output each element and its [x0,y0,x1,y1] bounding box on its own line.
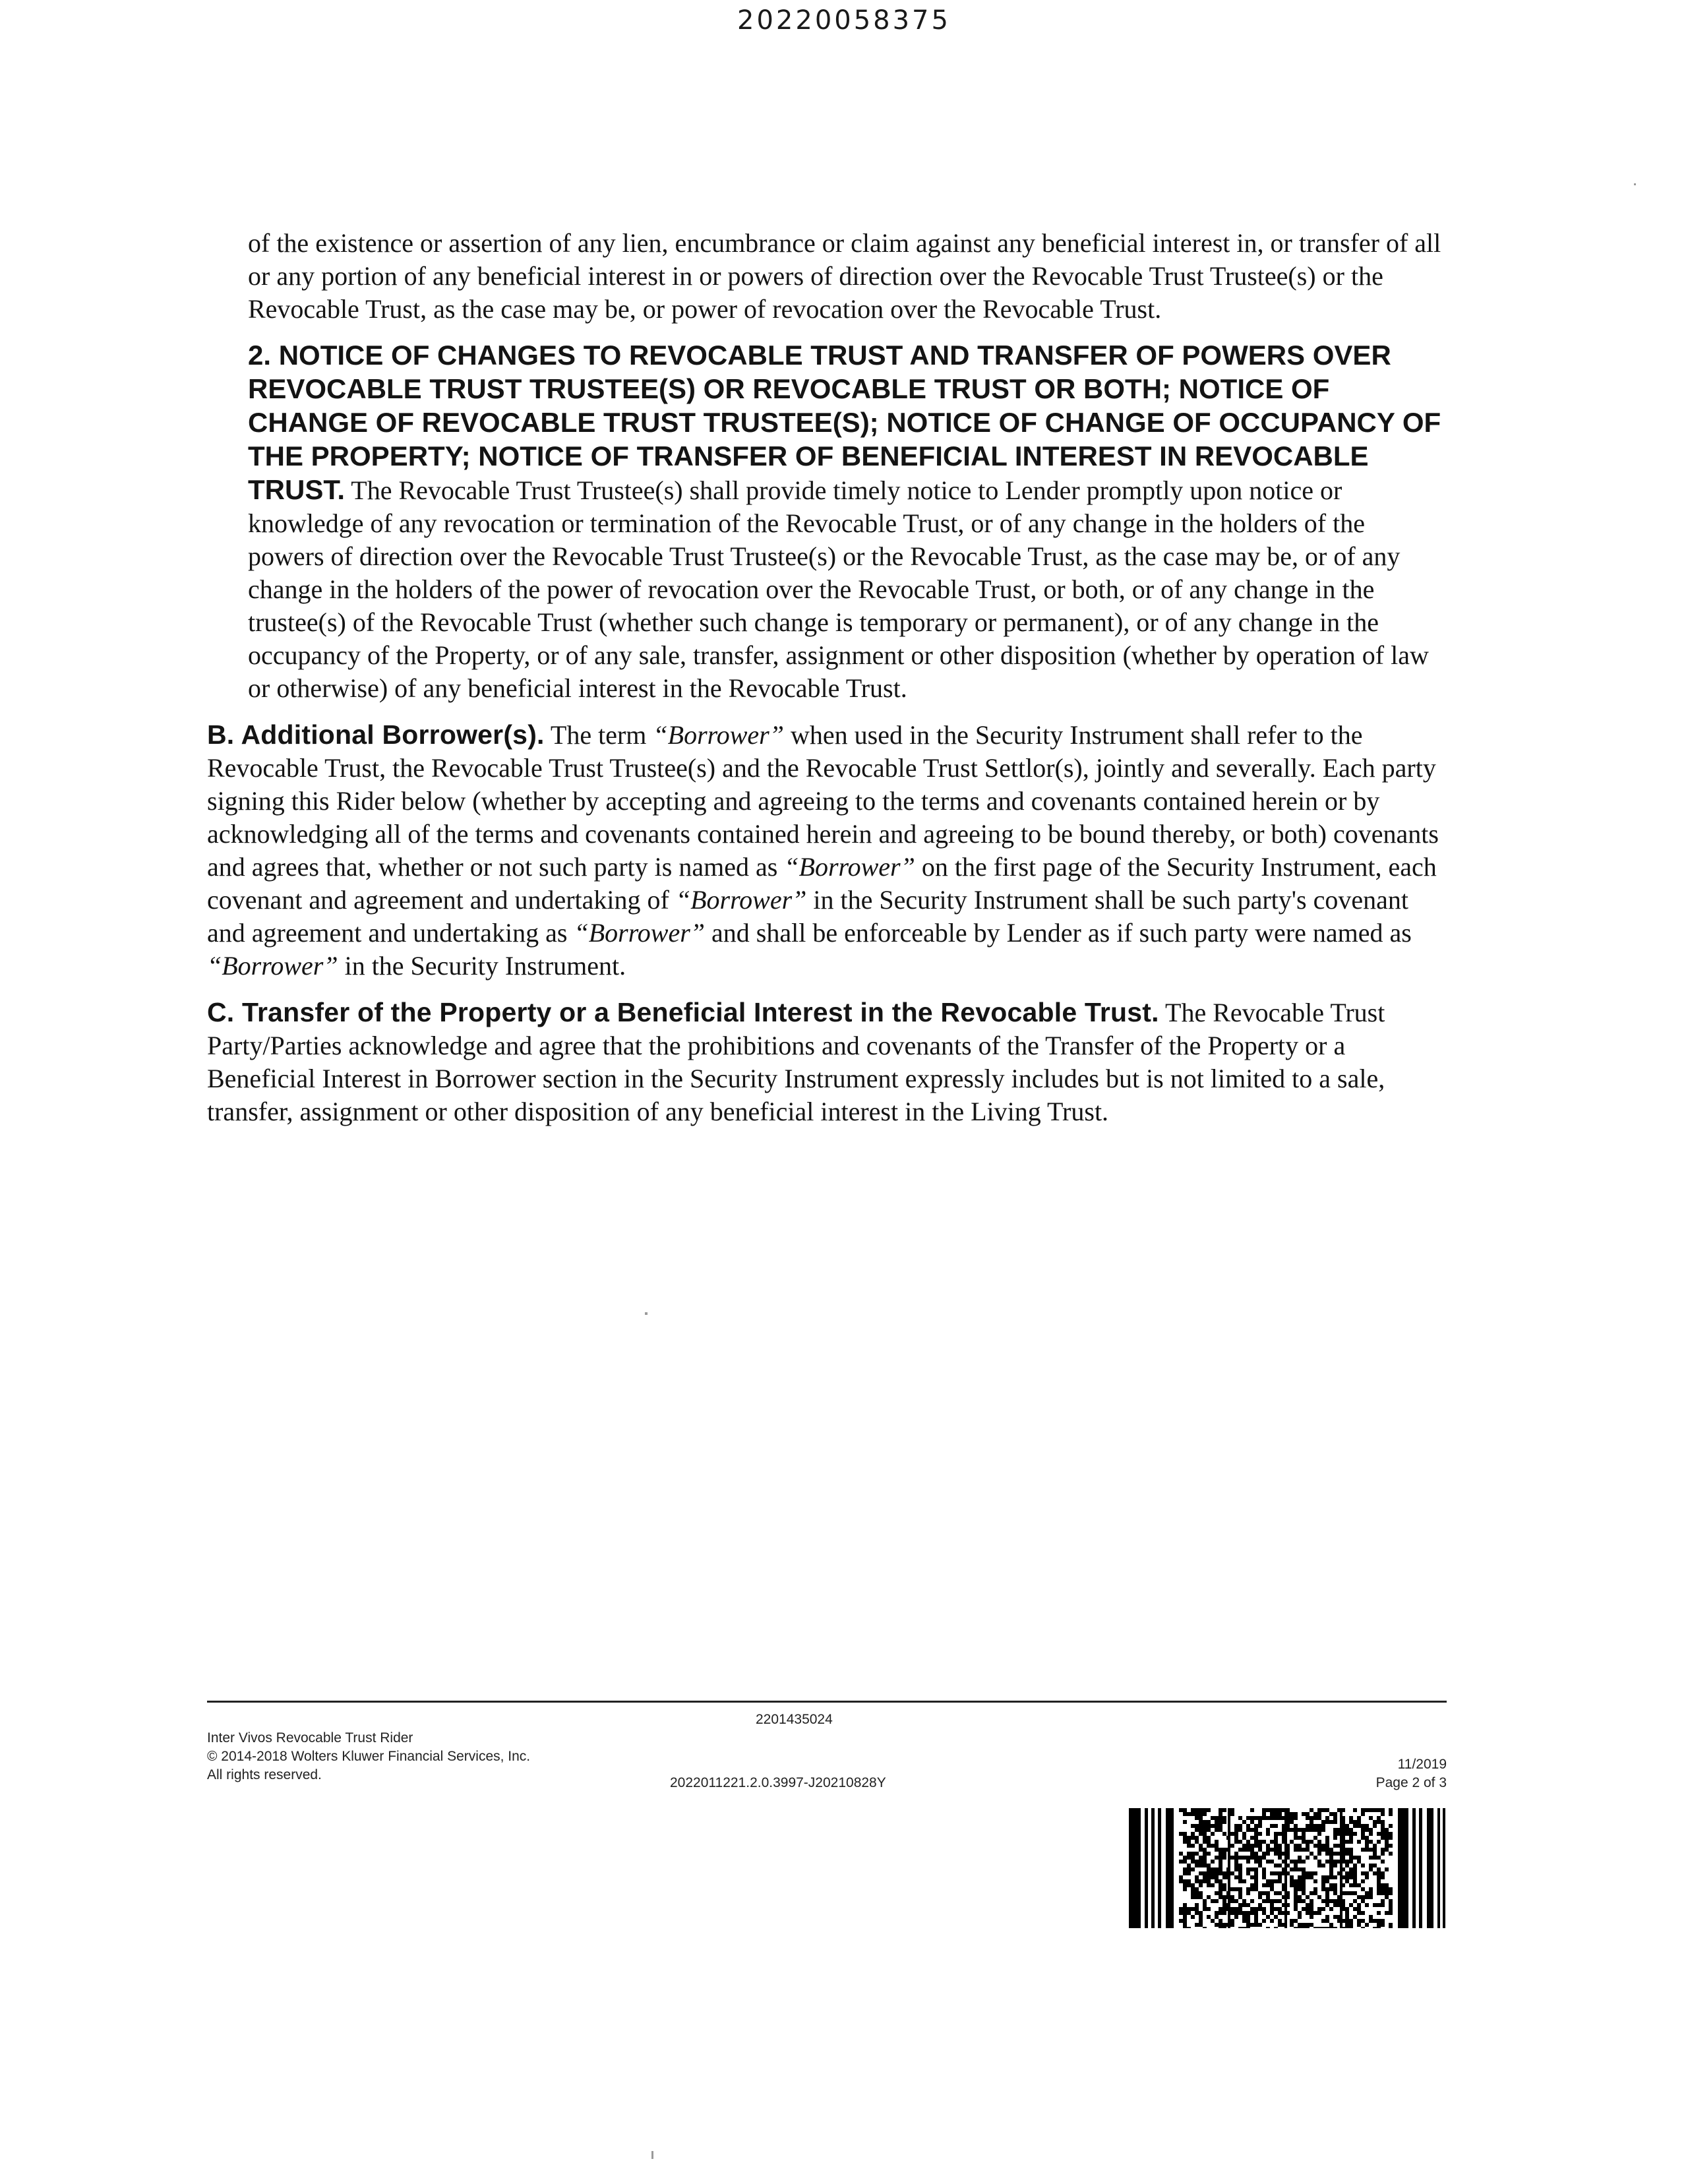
section-2-paragraph [207,339,1447,705]
section-c-text: The Revocable Trust Party/Parties acknowledge and agree that the prohibitions and covenants of the Transfer of the Property or a Beneficial Interest in Borrower section in the Security Instrument expressly includes but is not limited to a sale, transfer, assignment or other disposition of any beneficial interest in the Living Trust. [207,998,1385,1126]
document-code: 2022011221.2.0.3997-J20210828Y [670,1775,886,1790]
section-b-text: The term [544,720,653,750]
footer-page-info [1315,1755,1447,1792]
section-b-text: in the Security Instrument shall be such party's covenant and agreement and undertaking as [207,885,1408,948]
footer-divider [207,1701,1447,1703]
scan-speck [645,1312,648,1315]
section-b-heading: B. Additional Borrower(s). [207,719,545,750]
section-b-text: on the first page of the Security Instrument, each covenant and agreement and undertaking of [207,852,1437,915]
scan-speck [1634,183,1636,185]
borrower-term: “Borrower” [207,951,338,981]
footer-form-info [207,1729,530,1784]
section-c-paragraph [207,996,1447,1128]
section-b-text: when used in the Security Instrument shall refer to the Revocable Trust, the Revocable Trust Trustee(s) and the Revocable Trust Settlor(s), jointly and severally. Each party signing this Rider below (whether by accepting and agreeing to the terms and covenants contained herein or by acknowledging all of the terms and covenants contained herein and agreeing to be bound thereby, or both) covenants and agrees that, whether or not such party is named as [207,720,1439,882]
borrower-term: “Borrower” [574,918,706,948]
section-2-heading: 2. NOTICE OF CHANGES TO REVOCABLE TRUST AND TRANSFER OF POWERS OVER REVOCABLE TRUST TRUSTEE(S) OR REVOCABLE TRUST OR BOTH; NOTICE OF CHANGE OF REVOCABLE TRUST TRUSTEE(S); NOTICE OF CHANGE OF OCCUPANCY OF THE PROPERTY; NOTICE OF TRANSFER OF BENEFICIAL INTEREST IN REVOCABLE TRUST. [248,340,1441,505]
copyright: © 2014-2018 Wolters Kluwer Financial Services, Inc. [207,1749,531,1764]
form-date: 11/2019 [1397,1757,1447,1772]
recording-number: 20220058375 [737,5,951,36]
scan-speck [651,2151,653,2159]
page-indicator: Page 2 of 3 [1375,1775,1447,1790]
section-b-text: and shall be enforceable by Lender as if such party were named as [705,918,1412,948]
section-2-text: The Revocable Trust Trustee(s) shall provide timely notice to Lender promptly upon notice or knowledge of any revocation or termination of the Revocable Trust, or of any change in the holders of the powers of direction over the Revocable Trust Trustee(s) or the Revocable Trust, as the case may be, or of any change in the holders of the power of revocation over the Revocable Trust, or both, or of any change in the trustee(s) of the Revocable Trust (whether such change is temporary or permanent), or of any change in the occupancy of the Property, or of any sale, transfer, assignment or other disposition (whether by operation of law or otherwise) of any beneficial interest in the Revocable Trust. [248,475,1429,703]
continuation-paragraph: of the existence or assertion of any lien, encumbrance or claim against any beneficial interest in, or transfer of all or any portion of any beneficial interest in or powers of direction over the Revocable Trust Trustee(s) or the Revocable Trust, as the case may be, or power of revocation over the Revocable Trust. [248,228,1441,324]
section-c-heading: C. Transfer of the Property or a Beneficial Interest in the Revocable Trust. [207,997,1159,1027]
borrower-term: “Borrower” [675,885,807,915]
borrower-term: “Borrower” [784,852,915,882]
rights-reserved: All rights reserved. [207,1767,322,1782]
loan-number: 2201435024 [756,1712,833,1727]
section-b-paragraph [207,718,1447,983]
pdf417-barcode-icon [1129,1808,1447,1928]
borrower-term: “Borrower” [653,720,784,750]
rider-body [207,227,1447,1141]
form-title: Inter Vivos Revocable Trust Rider [207,1730,413,1745]
section-b-text: in the Security Instrument. [338,951,626,981]
